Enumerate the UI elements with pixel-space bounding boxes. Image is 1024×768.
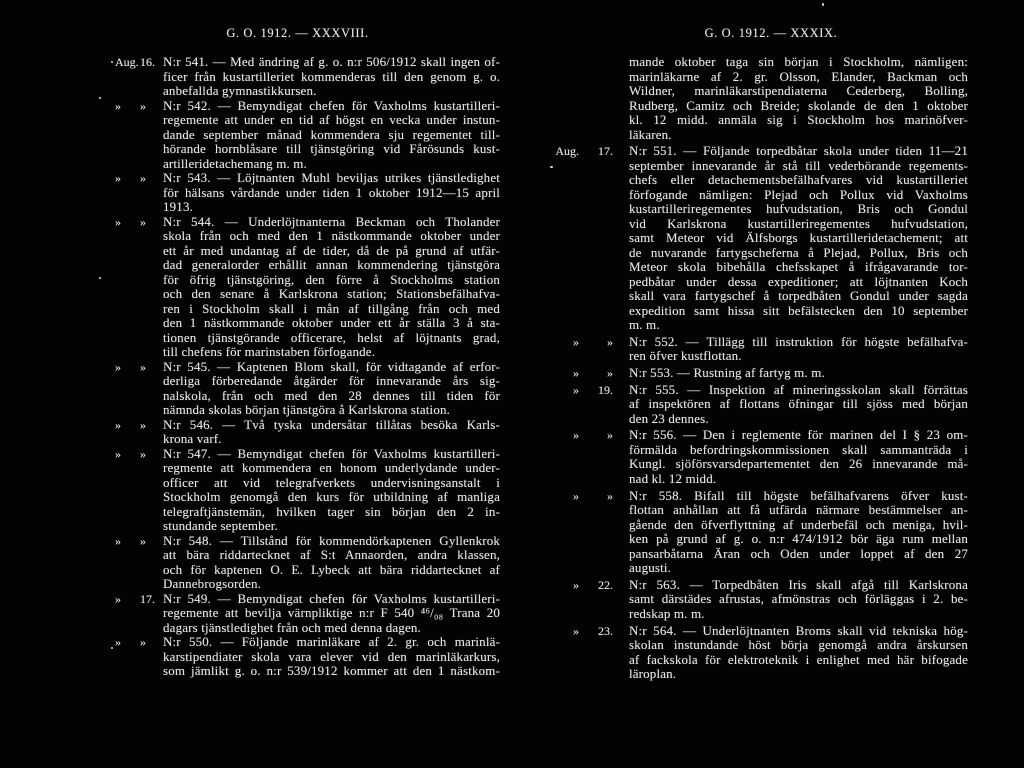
text-line: ren öfver kustflottan.: [629, 348, 742, 364]
entry-text: [163, 171, 500, 215]
text-line: N:r 555. — Inspektion af mineringsskolan skall förrättas: [629, 381, 968, 397]
entry-text: [629, 578, 968, 622]
text-line: förfogande nämligen: Plejad och Pollux vid Vaxholms: [629, 186, 968, 202]
text-line: N:r 552. — Tillägg till instruktion för högste befälhafva-: [629, 333, 968, 349]
page-header: G. O. 1912. — XXXIX.: [704, 26, 838, 40]
text-line: nad kl. 12 midd.: [629, 470, 717, 486]
scan-speck: [822, 3, 824, 6]
text-line: N:r 549. — Bemyndigat chefen för Vaxholms kustartilleri-: [163, 590, 500, 606]
text-line: regemente att under en tid af högst en vecka under instun-: [163, 112, 500, 127]
text-line: dad generalorder erhållit annan kommendering tjänstgöra: [163, 257, 500, 272]
order-entry: [545, 144, 968, 333]
right-page: [512, 0, 1024, 768]
order-entry: [545, 624, 968, 682]
entry-month: »: [573, 577, 579, 592]
text-line: anbefallda gymnastikkursen.: [163, 83, 317, 98]
page-body: [545, 55, 968, 682]
text-line: läkaren.: [629, 126, 672, 142]
order-entry: [545, 578, 968, 622]
text-line: m. m.: [629, 317, 660, 333]
order-entry: [112, 55, 500, 99]
text-line: karstipendiater skola vara elever vid den marinläkarkurs,: [163, 648, 500, 664]
text-line: ett år med undantag af de tider, då de på grund af utfär-: [163, 242, 500, 258]
text-line: officer att vid telegrafverkets undervisningsanstalt i: [163, 474, 500, 490]
text-line: nämnda skolas början tjänstgöra å Karlskrona station.: [163, 402, 451, 417]
order-entry: [112, 171, 500, 215]
entry-month: »: [115, 417, 121, 432]
text-line: augusti.: [629, 560, 672, 576]
scan-speck: [99, 97, 101, 99]
order-entry: [112, 99, 500, 172]
entry-month: »: [573, 488, 579, 503]
entry-text: [629, 489, 968, 576]
text-line: tionen tjänstgörande officerare, helst af löjtnants grad,: [163, 329, 500, 345]
entry-text: [163, 635, 500, 679]
order-entry: [545, 489, 968, 576]
text-line: N:r 542. — Bemyndigat chefen för Vaxholms kustartilleri-: [163, 97, 500, 113]
text-line: den 1 nästkommande oktober under ett år ställa 3 å sta-: [163, 315, 500, 330]
order-entry: [545, 366, 968, 381]
text-line: dande september månad kommendera sju regementet till-: [163, 126, 500, 142]
text-line: ficer från kustartilleriet kommenderas till den genom g. o.: [163, 68, 500, 84]
text-line: och den senare å Karlskrona station; Stationsbefälhafva-: [163, 286, 500, 301]
text-line: förmälda befordringskommissionen skall sammanträda i: [629, 441, 968, 457]
entry-day: 23.: [598, 623, 613, 638]
text-line: Rudberg, Camitz och Breide; skolande de den 1 oktober: [629, 97, 968, 113]
entry-day: »: [140, 214, 146, 229]
entry-month: »: [573, 366, 579, 381]
text-line: ken på grund af g. o. n:r 474/1912 bör äga rum mellan: [629, 531, 968, 547]
order-entry: [545, 55, 968, 142]
text-line: telegraftjänstemän, hvilken tager sin början den 2 in-: [163, 503, 500, 519]
entry-text: [629, 335, 968, 364]
text-line: N:r 548. — Tillstånd för kommendörkaptenen Gyllenkrok: [163, 532, 500, 548]
text-line: mande oktober taga sin början i Stockholm, nämligen:: [629, 54, 968, 69]
entry-month: »: [115, 359, 121, 374]
page-header: G. O. 1912. — XXXVIII.: [226, 26, 369, 40]
order-entry: [112, 360, 500, 418]
entry-text: [163, 418, 500, 447]
order-entry: [112, 635, 500, 679]
text-line: af inspektören af flottans öfningar till sjöss med början: [629, 396, 968, 412]
order-entry: [112, 534, 500, 592]
text-line: af fackskola för elektroteknik i enlighet med här bifogade: [629, 651, 968, 667]
text-line: redskap m. m.: [629, 605, 705, 621]
text-line: N:r 556. — Den i reglemente för marinen del I § 23 om-: [629, 427, 968, 443]
entry-month: »: [573, 428, 579, 443]
text-line: N:r 558. Bifall till högste befälhafvarens öfver kust-: [629, 487, 968, 503]
scan-speck: [550, 166, 553, 168]
entry-day: »: [607, 488, 613, 503]
text-line: chefs eller detachementsbefälhafvares vid kustartilleriet: [629, 172, 968, 188]
text-line: kustartilleriregementes hufvudstation, Bris och Gondul: [629, 201, 968, 217]
text-line: skola från och med den 1 nästkommande oktober under: [163, 228, 500, 243]
text-line: 1913.: [163, 199, 193, 214]
order-entry: [112, 215, 500, 360]
text-line: gående den öfverflyttning af underbefäl och meniga, hvil-: [629, 516, 968, 532]
entry-month: »: [115, 171, 121, 185]
text-line: för öfrig tjänstgöring, den förre å Stockholms station: [163, 271, 500, 287]
text-line: N:r 553. — Rustning af fartyg m. m.: [629, 365, 825, 381]
entry-day: »: [140, 417, 146, 432]
entry-month: »: [115, 635, 121, 649]
text-line: att bära riddartecknet af S:t Annaorden, andra klassen,: [163, 547, 500, 562]
order-entry: [545, 383, 968, 427]
order-entry: [545, 428, 968, 486]
entry-day: »: [140, 171, 146, 185]
text-line: marinläkarne af 2. gr. Olsson, Elander, Backman och: [629, 68, 968, 84]
text-line: läroplan.: [629, 666, 677, 681]
text-line: regmente att kommendera en honom underlydande under-: [163, 460, 500, 475]
text-line: N:r 546. — Två tyska undersåtar tillåtas besöka Karls-: [163, 416, 500, 432]
entry-day: »: [607, 334, 613, 349]
entry-text: [629, 624, 968, 682]
order-entry: [112, 447, 500, 534]
entry-month: »: [115, 533, 121, 548]
text-line: stundande september.: [163, 518, 278, 533]
text-line: N:r 564. — Underlöjtnanten Broms skall vid tekniska hög-: [629, 622, 968, 638]
entry-month: »: [115, 214, 121, 229]
text-line: Stockholm genomgå den kurs för utbildning af manliga: [163, 489, 500, 504]
text-line: till chefens för marinstaben förfogande.: [163, 344, 376, 359]
text-line: de nuvarande fartygscheferna å Plejad, Pollux, Bris och: [629, 244, 968, 260]
entry-text: [629, 144, 968, 333]
order-entry: [112, 592, 500, 636]
text-line: N:r 547. — Bemyndigat chefen för Vaxholms kustartilleri-: [163, 445, 500, 461]
text-line: derliga förberedande åtgärder för innevarande års sig-: [163, 373, 500, 388]
entry-day: 16.: [140, 55, 155, 69]
text-line: N:r 544. — Underlöjtnanterna Beckman och Tholander: [163, 213, 500, 229]
entry-day: »: [140, 98, 146, 113]
entry-text: [163, 215, 500, 360]
page-body: [112, 55, 500, 679]
text-line: den 23 dennes.: [629, 410, 709, 426]
entry-text: [629, 55, 968, 142]
text-line: pedbåtar under dessa expeditioner; att löjtnanten Koch: [629, 273, 968, 289]
text-line: dagars tjänstledighet från och med denna dagen.: [163, 619, 421, 635]
text-line: och för kaptenen O. E. Lybeck att bära riddartecknet af: [163, 561, 500, 577]
text-line: Dannebrogsorden.: [163, 576, 262, 591]
text-line: krona varf.: [163, 431, 222, 446]
text-line: hörande hornblåsare till tjänstgöring vid Fårösunds kust-: [163, 141, 500, 156]
text-line: N:r 550. — Följande marinläkare af 2. gr. och marinlä-: [163, 634, 500, 649]
text-line: nalskola, från och med den 28 dennes till tiden för: [163, 387, 500, 403]
entry-month: »: [573, 382, 579, 397]
entry-day: 17.: [598, 144, 613, 159]
text-line: expedition samt hissa sitt befälstecken den 10 september: [629, 302, 968, 318]
scan-speck: [99, 277, 101, 279]
entry-month: »: [115, 446, 121, 461]
entry-text: [629, 428, 968, 486]
entry-month: [545, 55, 579, 142]
text-line: som jämlikt g. o. n:r 539/1912 kommer att den 1 nästkom-: [163, 663, 500, 678]
entry-month: Aug.: [555, 144, 579, 159]
text-line: för hälsans vårdande under tiden 1 oktober 1912—15 april: [163, 184, 500, 200]
entry-day: »: [140, 533, 146, 548]
entry-text: [163, 447, 500, 534]
entry-month: »: [573, 623, 579, 638]
entry-day: »: [140, 359, 146, 374]
order-entry: [545, 335, 968, 364]
text-line: vid Karlskrona kustartilleriregementes hufvudstation,: [629, 215, 968, 231]
text-line: samt Meteor vid Älfsborgs kustartilleridetachement; att: [629, 230, 968, 246]
entry-day: »: [140, 635, 146, 649]
text-line: ren i Stockholm skall i mån af tillgång från och med: [163, 300, 500, 316]
text-line: flottan anhållan att få utfärda närmare bestämmelser an-: [629, 502, 968, 518]
scan-speck: [111, 61, 113, 63]
entry-day: 22.: [598, 577, 613, 592]
scan-speck: [111, 647, 113, 649]
text-line: Meteor skola bibehålla chefsskapet å ifrågavarande tor-: [629, 259, 968, 275]
entry-text: [163, 55, 500, 99]
entry-day: [579, 55, 629, 142]
entry-day: »: [607, 366, 613, 381]
entry-month: »: [573, 334, 579, 349]
text-line: samt därstädes afrustas, afmönstras och förläggas i 2. be-: [629, 591, 968, 607]
text-line: september innevarande år stå till vederbörande regements-: [629, 157, 968, 173]
text-line: skolan instundande höst börja genomgå andra årskursen: [629, 637, 968, 652]
text-line: N:r 541. — Med ändring af g. o. n:r 506/1912 skall ingen of-: [163, 54, 500, 69]
entry-text: [163, 592, 500, 636]
text-line: pansarbåtarna Äran och Oden under loppet af den 27: [629, 545, 968, 561]
text-line: N:r 543. — Löjtnanten Muhl beviljas utrikes tjänstledighet: [163, 170, 500, 185]
text-line: Wildner, marinläkarstipendiaterna Cederberg, Bolling,: [629, 83, 968, 98]
entry-text: [163, 360, 500, 418]
text-line: N:r 563. — Torpedbåten Iris skall afgå till Karlskrona: [629, 576, 968, 592]
entry-day: »: [140, 446, 146, 461]
entry-text: [629, 383, 968, 427]
entry-text: [163, 534, 500, 592]
text-line: kl. 12 midd. anmäla sig i Stockholm hos marinöfver-: [629, 112, 968, 127]
entry-day: »: [607, 428, 613, 443]
entry-day: 17.: [140, 591, 155, 606]
order-entry: [112, 418, 500, 447]
text-line: N:r 545. — Kaptenen Blom skall, för vidtagande af erfor-: [163, 358, 500, 374]
entry-text: [163, 99, 500, 172]
entry-month: »: [115, 98, 121, 113]
text-line: regemente att bevilja värnpliktige n:r F 540 ⁴⁶/₀₈ Trana 20: [163, 605, 500, 620]
text-line: N:r 551. — Följande torpedbåtar skola under tiden 11—21: [629, 143, 968, 159]
text-line: artilleridetachemang m. m.: [163, 155, 307, 171]
text-line: Kungl. sjöförsvarsdepartementet den 26 innevarande må-: [629, 456, 968, 472]
entry-month: »: [115, 591, 121, 606]
text-line: skall vara fartygschef å torpedbåten Gondul under sagda: [629, 288, 968, 304]
entry-text: [629, 366, 968, 381]
entry-day: 19.: [598, 382, 613, 397]
entry-month: Aug.: [115, 55, 139, 69]
